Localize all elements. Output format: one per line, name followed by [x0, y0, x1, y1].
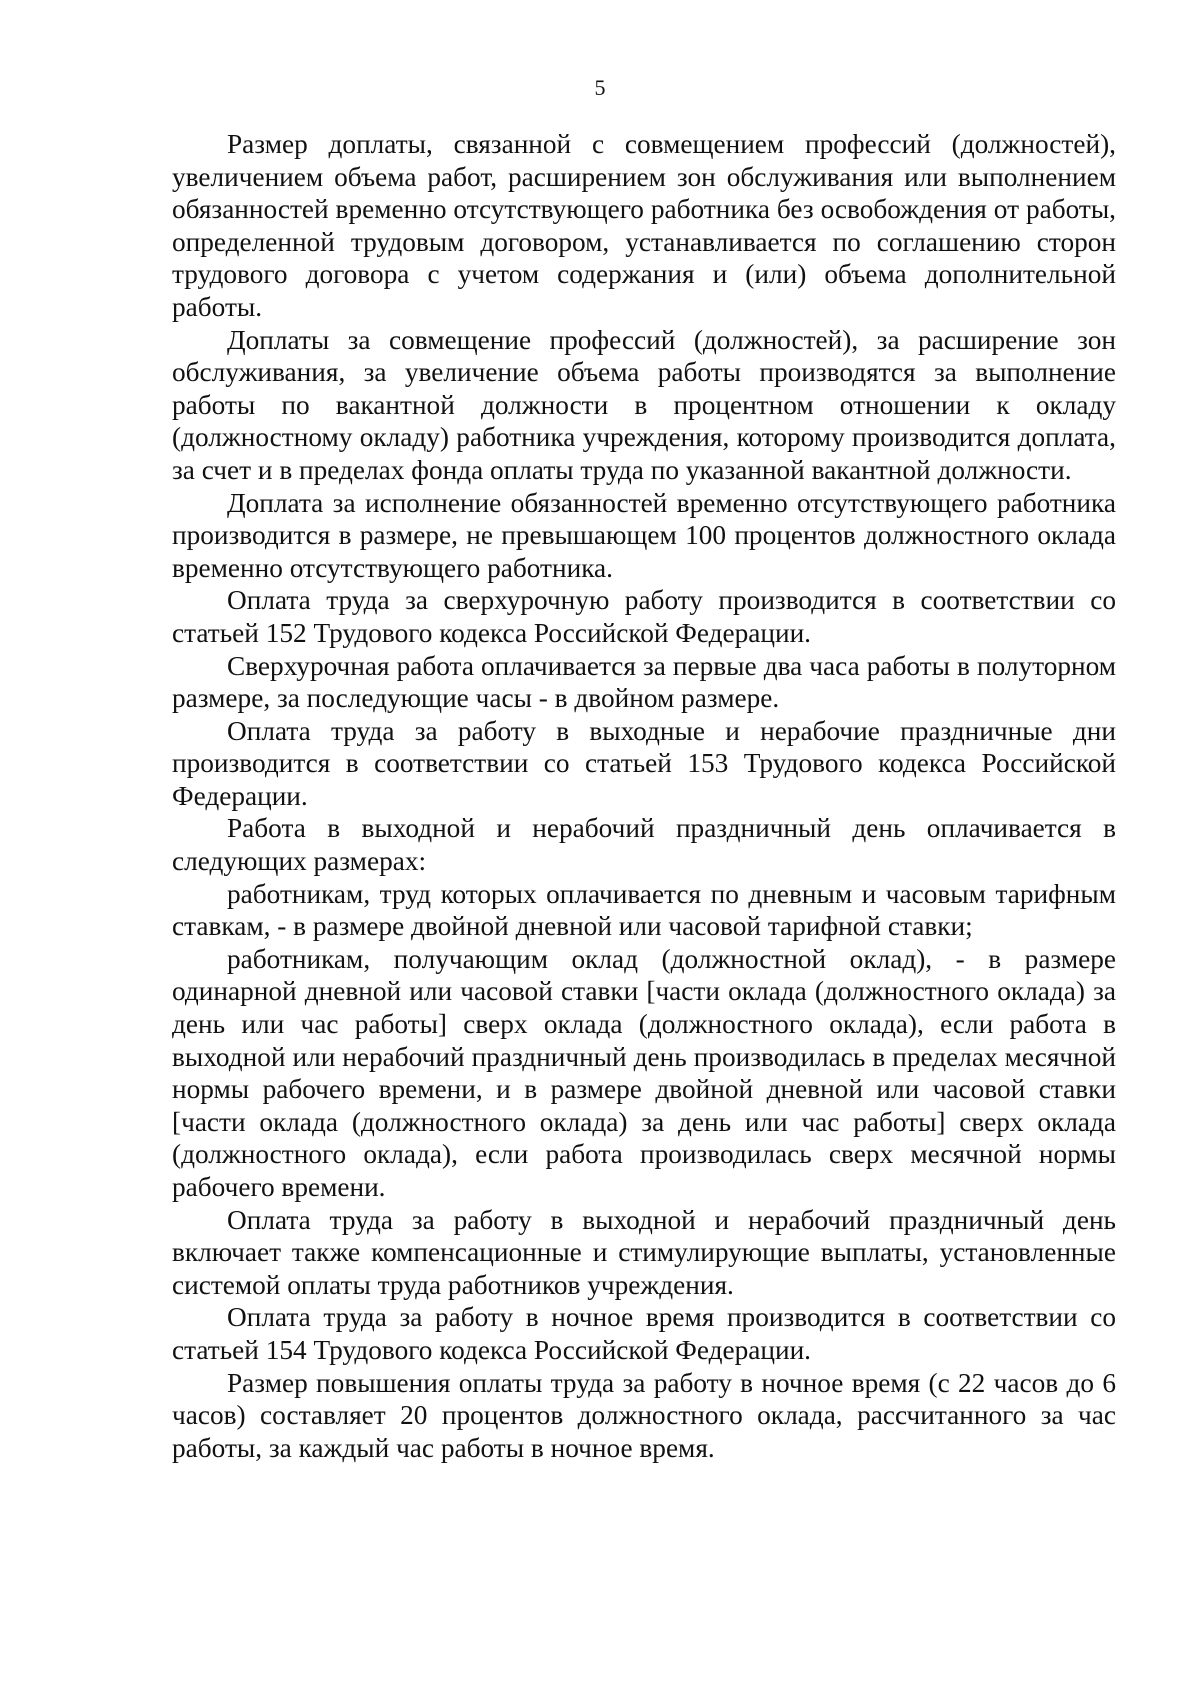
paragraph-salaried-workers: работникам, получающим оклад (должностной оклад), - в размере одинарной дневной или часовой ставки [части оклада (должностного оклада) за день или час работы] сверх оклада (должностного оклада), если работа в выходной или нерабочий праздничный день производилась в пределах месячной нормы рабочего времени, и в размере двойной дневной или часовой ставки [части оклада (должностного оклада) за день или час работы] сверх оклада (должностного оклада), если работа производилась сверх месячной нормы рабочего времени. [172, 943, 1116, 1202]
paragraph-additional-pay-amount: Размер доплаты, связанной с совмещением профессий (должностей), увеличением объема работ, расширением зон обслуживания или выполнением обязанностей временно отсутствующего работника без освобождения от работы, определенной трудовым договором, устанавливается по соглашению сторон трудового договора с учетом содержания и (или) объема дополнительной работы. [172, 129, 1116, 322]
paragraph-combination-pay: Доплаты за совмещение профессий (должностей), за расширение зон обслуживания, за увеличение объема работы производятся за выполнение работы по вакантной должности в процентном отношении к окладу (должностному окладу) работника учреждения, которому производится доплата, за счет и в пределах фонда оплаты труда по указанной вакантной должности. [172, 324, 1116, 485]
document-body [172, 128, 1116, 1464]
paragraph-night-pay: Оплата труда за работу в ночное время производится в соответствии со статьей 154 Трудового кодекса Российской Федерации. [172, 1302, 1116, 1365]
paragraph-absent-worker-pay: Доплата за исполнение обязанностей временно отсутствующего работника производится в размере, не превышающем 100 процентов должностного оклада временно отсутствующего работника. [172, 487, 1116, 583]
paragraph-overtime-pay: Оплата труда за сверхурочную работу производится в соответствии со статьей 152 Трудового кодекса Российской Федерации. [172, 585, 1116, 648]
paragraph-holiday-includes: Оплата труда за работу в выходной и нерабочий праздничный день включает также компенсационные и стимулирующие выплаты, установленные системой оплаты труда работников учреждения. [172, 1204, 1116, 1300]
paragraph-night-rate: Размер повышения оплаты труда за работу в ночное время (с 22 часов до 6 часов) составляет 20 процентов должностного оклада, рассчитанного за час работы, за каждый час работы в ночное время. [172, 1367, 1116, 1463]
page-number: 5 [594, 75, 606, 100]
paragraph-holiday-rates-intro: Работа в выходной и нерабочий праздничный день оплачивается в следующих размерах: [172, 813, 1116, 877]
paragraph-hourly-workers: работникам, труд которых оплачивается по дневным и часовым тарифным ставкам, - в размере двойной дневной или часовой тарифной ставки; [172, 878, 1116, 942]
paragraph-overtime-rates: Сверхурочная работа оплачивается за первые два часа работы в полуторном размере, за последующие часы - в двойном размере. [172, 650, 1116, 714]
paragraph-holiday-pay: Оплата труда за работу в выходные и нерабочие праздничные дни производится в соответствии со статьей 153 Трудового кодекса Российской Федерации. [172, 715, 1116, 811]
